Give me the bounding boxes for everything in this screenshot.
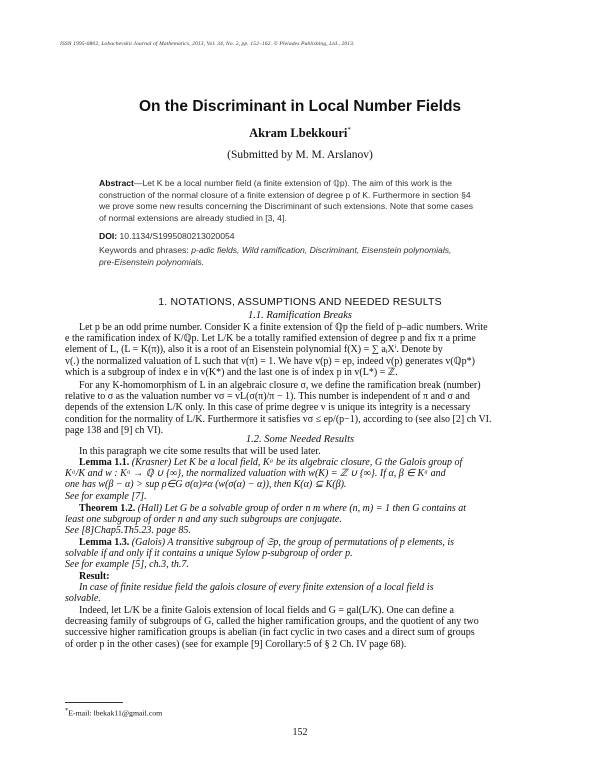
result-label: Result: [79,571,110,582]
body-paragraph [65,380,535,436]
theorem-text: least one subgroup of order n and any such subgroups are conjugate. [65,514,342,526]
abstract-line: we prove some new results concerning the Discriminant of such extensions. Note that some cases [99,201,474,212]
keywords-line: p-adic fields, Wild ramification, Discriminant, Eisenstein polynomials, [191,245,452,255]
body-line: page 138 and [9] ch VI). [65,424,164,436]
theorem-text: (Hall) Let G be a solvable group of order n m where (n, m) = 1 then G contains at [137,503,467,514]
body-line: condition for the normality of L/K. Furthermore it satisfies vσ ≤ ep/(p−1), according to (see also [2] ch VI. [65,413,492,425]
lemma-1-1 [65,457,535,502]
paper-title: On the Discriminant in Local Number Fields [138,98,462,115]
body-paragraph [65,446,535,457]
page-number: 152 [292,727,308,738]
doi-label: DOI: [99,231,118,241]
lemma-1-3 [65,537,535,571]
journal-header: ISSN 1995-0802, Lobachevskii Journal of Mathematics, 2013, Vol. 34, No. 2, pp. 152–162. © Pleiades Publishing, Ltd., 2013. [60,41,355,47]
submitted-by: (Submitted by M. M. Arslanov) [227,149,373,161]
abstract [99,178,501,225]
section-heading: 1. NOTATIONS, ASSUMPTIONS AND NEEDED RESULTS [158,296,442,308]
body-line: v(.) the normalized valuation of L such that v(π) = 1. We have v(p) = ep, indeed v(p) generates v(ℚp*) [65,355,475,367]
body-line: In this paragraph we cite some results that will be used later. [79,446,321,457]
body-line: e the ramification index of K/ℚp. Let L/K be a totally ramified extension of degree p and fix π a prime [65,333,476,345]
doi-value[interactable]: 10.1134/S1995080213020054 [119,231,235,241]
subsection-heading: 1.1. Ramification Breaks [247,310,352,321]
abstract-line: —Let K be a local number field (a finite extension of ℚp). The aim of this work is the [133,178,452,188]
lemma-text: solvable if and only if it contains a unique Sylow p-subgroup of order p. [65,548,353,560]
footnote-rule [65,702,123,703]
keywords-label: Keywords and phrases: [99,245,189,255]
author-name: Akram Lbekkouri [249,126,348,141]
keywords [99,245,501,268]
subsection-heading: 1.2. Some Needed Results [245,434,355,445]
lemma-reference: See for example [7]. [65,490,147,502]
theorem-reference: See [8]Chap5.Th5.23. page 85. [65,525,191,537]
author-line [0,126,600,141]
body-line: which is a subgroup of index e in v(K*) and the last one is of index p in v(L*) = ℤ. [65,366,398,378]
body-line: Indeed, let L/K be a finite Galois extension of local fields and G = gal(L/K). One can define a [79,605,454,616]
lemma-text: (Krasner) Let K be a local field, Kᵃ be its algebraic closure, G the Galois group of [131,457,463,468]
result-text: In case of finite residue field the galois closure of every finite extension of a local field is [79,582,434,594]
body-line: For any K-homomorphism of L in an algebraic closure σ, we define the ramification break (number) [79,380,481,391]
body-line: Let p be an odd prime number. Consider K a finite extension of ℚp the field of p–adic numbers. Write [79,322,488,333]
lemma-text: Kᵃ/K and w : Kᵃ → ℚ ∪ {∞}, the normalized valuation with w(K) = ℤ ∪ {∞}. If α, β ∈ Kᵃ and [65,468,446,480]
body-line: decreasing family of subgroups of G, called the higher ramification groups, and the quotient of any two [65,616,479,628]
doi [99,231,235,241]
lemma-label: Lemma 1.1. [79,457,130,468]
abstract-line: construction of the normal closure of a finite extension of degree p of K. Furthermore in section §4 [99,189,471,200]
body-paragraph [65,605,535,650]
result-block [65,571,535,605]
author-footnote-mark: * [347,126,351,134]
body-paragraph [65,322,535,378]
abstract-line: of normal extensions are already studied in [3, 4]. [99,213,287,224]
lemma-text: (Galois) A transitive subgroup of 𝔖p, the group of permutations of p elements, is [131,537,455,548]
lemma-reference: See for example [5], ch.3, th.7. [65,559,189,571]
footnote-mark: * [65,707,69,714]
body-line: successive higher ramification groups is abelian (in fact cyclic in two cases and a direct sum of groups [65,627,475,639]
body-line: of order p in the other cases) (see for example [9] Corollary:5 of § 2 Ch. IV page 68). [65,638,407,650]
footnote [65,707,162,718]
body-line: depends of the extension L/K only. In this case of prime degree v is unique its integrity is a necessary [65,402,471,414]
body-line: element of L, (L = K(π)), also it is a root of an Eisenstein polynomial f(X) = ∑ aᵢXⁱ. Denote by [65,344,443,356]
footnote-text[interactable]: E-mail: lbekak11@gmail.com [68,708,163,718]
keywords-line: pre-Eisenstein polynomials. [99,256,205,267]
body-line: relative to σ as the valuation number vσ = vL(σ(π)/π − 1). This number is independent of π and σ and [65,391,470,403]
abstract-label: Abstract [99,178,134,188]
theorem-1-2 [65,503,535,537]
result-text: solvable. [65,593,101,605]
lemma-text: one has w(β − α) > sup ρ∈G σ(α)≠α (w(σ(α) − α)), then K(α) ⊆ K(β). [65,479,347,491]
lemma-label: Lemma 1.3. [79,537,130,548]
theorem-label: Theorem 1.2. [79,503,136,514]
